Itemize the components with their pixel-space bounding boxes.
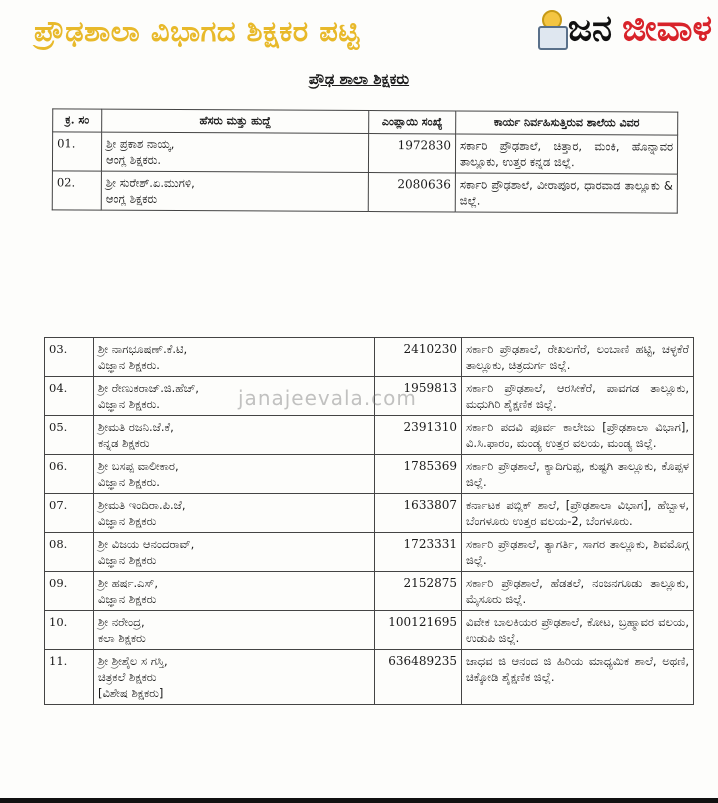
row-name — [94, 338, 375, 377]
table-row — [45, 611, 694, 650]
header-no: ಕ್ರ. ಸಂ — [53, 109, 102, 132]
row-no: 11. — [45, 650, 94, 705]
row-name — [94, 572, 375, 611]
row-school: ವಿವೇಕ ಬಾಲಕಿಯರ ಪ್ರೌಢಶಾಲೆ, ಕೋಟ, ಬ್ರಹ್ಮಾವರ ವಲಯ, ಉಡುಪಿ ಜಿಲ್ಲೆ. — [462, 611, 694, 650]
row-emp: 100121695 — [375, 611, 462, 650]
teacher-name: ಶ್ರೀ ವಿಜಯ ಆನಂದರಾವ್, — [98, 537, 195, 551]
table-row — [52, 132, 677, 174]
row-school: ಸರ್ಕಾರಿ ಪ್ರೌಢಶಾಲೆ, ಹೆಡತಲೆ, ನಂಜನಗೂಡು ತಾಲ್ಲೂಕು, ಮೈಸೂರು ಜಿಲ್ಲೆ. — [462, 572, 694, 611]
watermark: janajeevala.com — [238, 386, 417, 410]
teacher-name: ಶ್ರೀ ಹರ್ಷ.ಎಸ್, — [98, 576, 159, 590]
row-school: ಸರ್ಕಾರಿ ಪ್ರೌಢಶಾಲೆ, ಚಿತ್ತಾರ, ಮಂಕಿ, ಹೊನ್ನಾವರ ತಾಲ್ಲೂಕು, ಉತ್ತರ ಕನ್ನಡ ಜಿಲ್ಲೆ. — [455, 134, 677, 174]
teacher-name: ಶ್ರೀ ಶ್ರೀಶೈಲ ಸ ಗಸ್ತಿ, — [98, 654, 168, 668]
table-header-row — [53, 109, 678, 135]
teacher-table-bottom — [44, 337, 694, 705]
teacher-post: ವಿಜ್ಞಾನ ಶಿಕ್ಷಕರು — [98, 592, 157, 606]
row-school: ಸರ್ಕಾರಿ ಪ್ರೌಢಶಾಲೆ, ಆರಸೀಕೆರೆ, ಪಾವಗಡ ತಾಲ್ಲೂಕು, ಮಧುಗಿರಿ ಶೈಕ್ಷಣಿಕ ಜಿಲ್ಲೆ. — [462, 377, 694, 416]
row-name — [94, 455, 375, 494]
teacher-post: ಆಂಗ್ಲ ಶಿಕ್ಷಕರು — [105, 191, 158, 206]
row-school: ಸರ್ಕಾರಿ ಪ್ರೌಢಶಾಲೆ, ತ್ಯಾಗರ್ತಿ, ಸಾಗರ ತಾಲ್ಲೂಕು, ಶಿವಮೊಗ್ಗ ಜಿಲ್ಲೆ. — [462, 533, 694, 572]
table-row — [45, 494, 694, 533]
table-row — [45, 650, 694, 705]
brand-logo — [536, 0, 712, 56]
row-no: 03. — [45, 338, 94, 377]
row-no: 07. — [45, 494, 94, 533]
teacher-post: ಕನ್ನಡ ಶಿಕ್ಷಕರು — [98, 436, 150, 450]
row-school: ಸರ್ಕಾರಿ ಪ್ರೌಢಶಾಲೆ, ರೇಖಲಗೆರೆ, ಲಂಬಾಣಿ ಹಟ್ಟಿ, ಚಳ್ಳಕೆರೆ ತಾಲ್ಲೂಕು, ಚಿತ್ರದುರ್ಗ ಜಿಲ್ಲೆ. — [462, 338, 694, 377]
teacher-name: ಶ್ರೀಮತಿ ಇಂದಿರಾ.ಪಿ.ಜೆ, — [98, 498, 186, 512]
teacher-post: ವಿಜ್ಞಾನ ಶಿಕ್ಷಕರು. — [98, 397, 160, 411]
teacher-name: ಶ್ರೀ ನಾಗಭೂಷಣ್.ಕೆ.ಟಿ, — [98, 342, 188, 356]
row-emp: 2410230 — [375, 338, 462, 377]
row-emp: 1972830 — [368, 134, 455, 173]
row-school: ಸರ್ಕಾರಿ ಪದವಿ ಪೂರ್ವ ಕಾಲೇಜು [ಪ್ರೌಢಶಾಲಾ ವಿಭಾಗ], ವಿ.ಸಿ.ಫಾರಂ, ಮಂಡ್ಯ ಉತ್ತರ ವಲಯ, ಮಂಡ್ಯ ಜಿಲ್ಲೆ. — [462, 416, 694, 455]
row-name — [94, 377, 375, 416]
teacher-name: ಶ್ರೀ ಪ್ರಕಾಶ ನಾಯ್ಕ, — [106, 136, 175, 152]
teacher-post: ವಿಜ್ಞಾನ ಶಿಕ್ಷಕರು — [98, 514, 157, 528]
brand-word-2: ಜೀವಾಳ — [622, 6, 712, 49]
teacher-name: ಶ್ರೀ ರೇಣುಕರಾಜ್.ಜಿ.ಹೆಚ್, — [98, 381, 199, 395]
table-row — [45, 533, 694, 572]
teacher-post: ವಿಜ್ಞಾನ ಶಿಕ್ಷಕರು — [98, 553, 157, 567]
teacher-post: ವಿಜ್ಞಾನ ಶಿಕ್ಷಕರು. — [98, 475, 160, 489]
header-school: ಕಾರ್ಯ ನಿರ್ವಹಿಸುತ್ತಿರುವ ಶಾಲೆಯ ವಿವರ — [456, 111, 678, 135]
teacher-post: ವಿಜ್ಞಾನ ಶಿಕ್ಷಕರು. — [98, 358, 160, 372]
teacher-name: ಶ್ರೀ ಸುರೇಶ್.ಏ.ಮುಗಳಿ, — [105, 175, 195, 191]
table-row — [45, 377, 694, 416]
table-row — [45, 416, 694, 455]
teacher-name: ಶ್ರೀ ಬಸಪ್ಪ ವಾಲೀಕಾರ, — [98, 459, 179, 473]
teacher-table-top — [52, 108, 679, 213]
row-emp: 636489235 — [375, 650, 462, 705]
row-no: 05. — [45, 416, 94, 455]
teacher-post-note: [ವಿಶೇಷ ಶಿಕ್ಷಕರು] — [98, 686, 164, 700]
row-emp: 2391310 — [375, 416, 462, 455]
row-school: ಸರ್ಕಾರಿ ಪ್ರೌಢಶಾಲೆ, ವೀರಾಪೂರ, ಧಾರವಾಡ ತಾಲ್ಲೂಕು & ಜಿಲ್ಲೆ. — [455, 173, 677, 213]
row-name — [94, 650, 375, 705]
row-no: 09. — [45, 572, 94, 611]
teacher-post: ಆಂಗ್ಲ ಶಿಕ್ಷಕರು. — [105, 152, 162, 167]
table-row — [45, 572, 694, 611]
row-emp: 2152875 — [375, 572, 462, 611]
teacher-name: ಶ್ರೀಮತಿ ರಜನಿ.ಜೆ.ಕೆ, — [98, 420, 174, 434]
table-row — [52, 171, 677, 213]
teacher-post: ಕಲಾ ಶಿಕ್ಷಕರು — [98, 631, 146, 645]
row-school: ಕರ್ನಾಟಕ ಪಬ್ಲಿಕ್ ಶಾಲೆ, [ಪ್ರೌಢಶಾಲಾ ವಿಭಾಗ], ಹೆಬ್ಬಾಳ, ಬೆಂಗಳೂರು ಉತ್ತರ ವಲಯ-2, ಬೆಂಗಳೂರು. — [462, 494, 694, 533]
row-no: 10. — [45, 611, 94, 650]
row-no: 06. — [45, 455, 94, 494]
row-name — [101, 132, 368, 172]
table-row — [45, 338, 694, 377]
row-emp: 1785369 — [375, 455, 462, 494]
person-icon — [536, 8, 566, 48]
teacher-post: ಚಿತ್ರಕಲೆ ಶಿಕ್ಷಕರು — [98, 670, 157, 684]
row-name — [94, 494, 375, 533]
brand-word-1: ಜನ — [567, 6, 613, 49]
header-name: ಹೆಸರು ಮತ್ತು ಹುದ್ದೆ — [102, 109, 369, 133]
row-name — [94, 416, 375, 455]
row-name — [94, 611, 375, 650]
row-no: 02. — [52, 171, 101, 210]
row-emp: 1723331 — [375, 533, 462, 572]
row-name — [101, 171, 368, 211]
row-no: 08. — [45, 533, 94, 572]
headline: ಪ್ರೌಢಶಾಲಾ ವಿಭಾಗದ ಶಿಕ್ಷಕರ ಪಟ್ಟಿ — [34, 14, 360, 48]
row-emp: 1633807 — [375, 494, 462, 533]
bottom-divider — [0, 798, 718, 803]
header-emp: ಎಂಪ್ಲಾಯಿ ಸಂಖ್ಯೆ — [369, 111, 456, 134]
section-title: ಪ್ರೌಢ ಶಾಲಾ ಶಿಕ್ಷಕರು — [308, 70, 410, 88]
row-no: 01. — [52, 132, 101, 171]
row-school: ಜಾಧವ ಜಿ ಆನಂದ ಜಿ ಹಿರಿಯ ಮಾಧ್ಯಮಿಕ ಶಾಲೆ, ಅಥಣಿ, ಚಿಕ್ಕೋಡಿ ಶೈಕ್ಷಣಿಕ ಜಿಲ್ಲೆ. — [462, 650, 694, 705]
row-school: ಸರ್ಕಾರಿ ಪ್ರೌಢಶಾಲೆ, ಕ್ಯಾದಿಗುಪ್ಪ, ಕುಷ್ಟಗಿ ತಾಲ್ಲೂಕು, ಕೊಪ್ಪಳ ಜಿಲ್ಲೆ. — [462, 455, 694, 494]
teacher-name: ಶ್ರೀ ನರೇಂದ್ರ, — [98, 615, 145, 629]
row-emp: 2080636 — [368, 173, 455, 212]
table-row — [45, 455, 694, 494]
row-name — [94, 533, 375, 572]
row-emp: 1959813 — [375, 377, 462, 416]
row-no: 04. — [45, 377, 94, 416]
